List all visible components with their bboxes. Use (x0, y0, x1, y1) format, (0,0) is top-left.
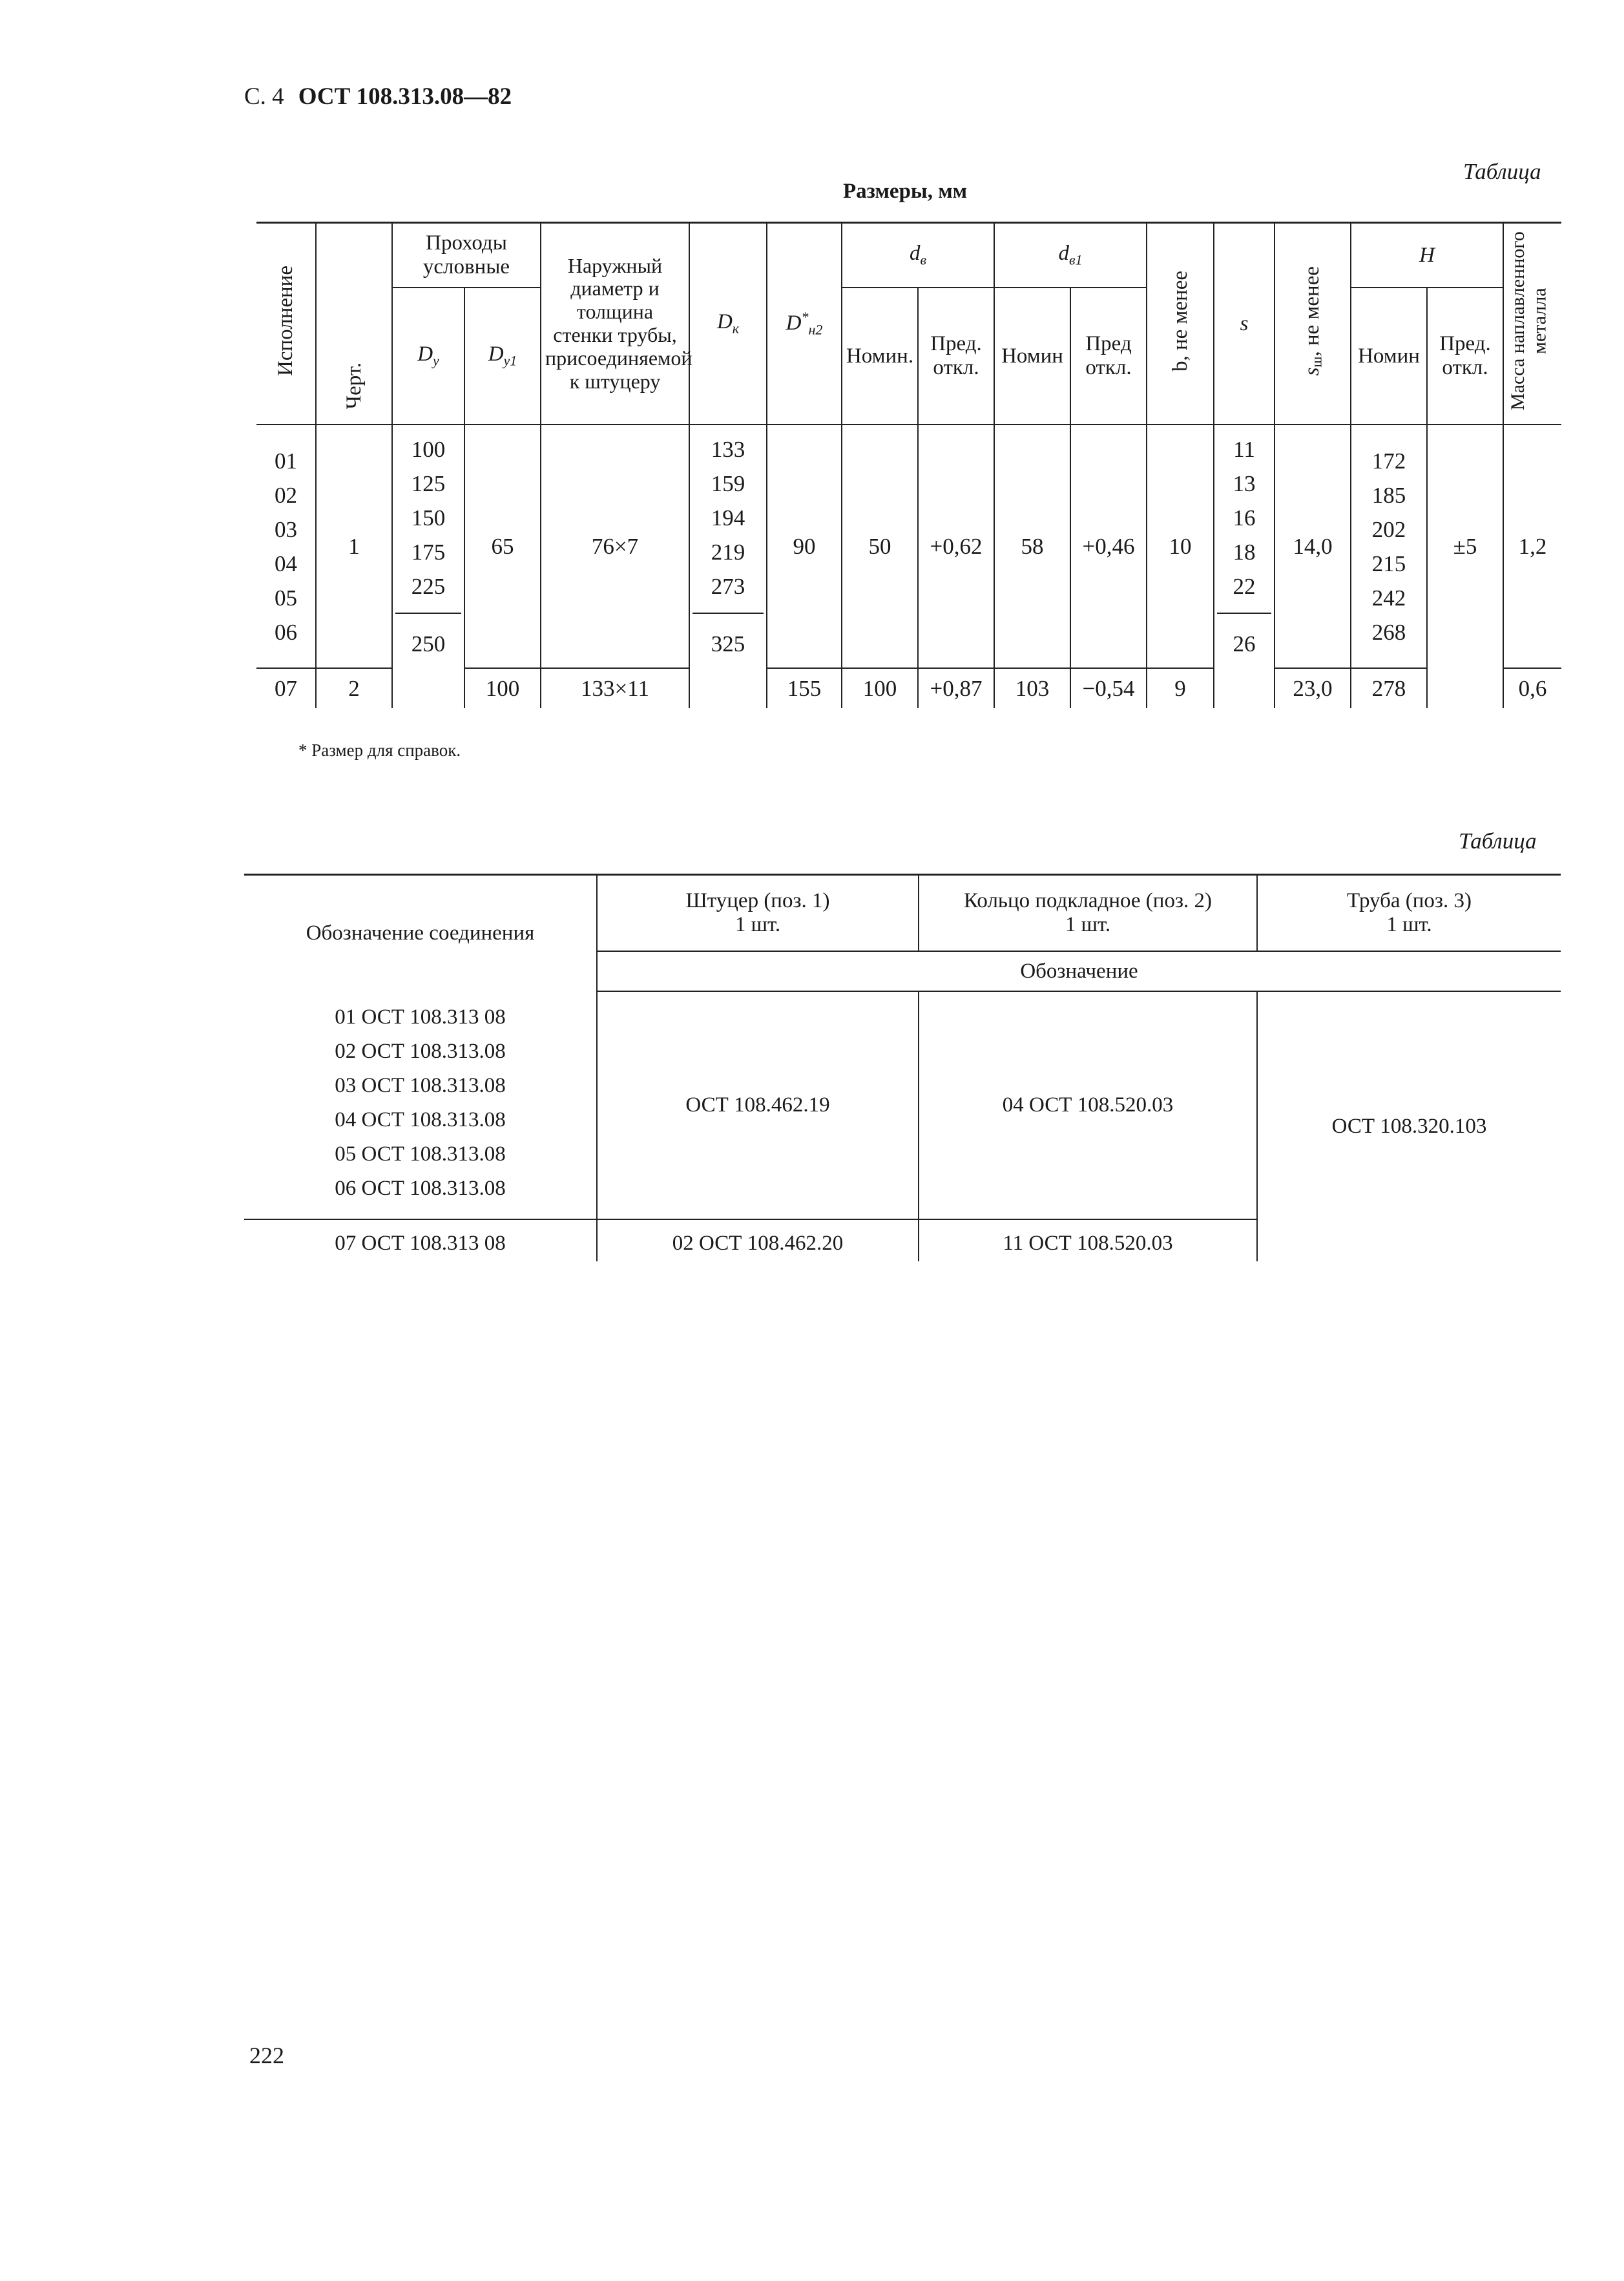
col-dv-nomin: Номин. (842, 288, 918, 425)
dk-cell (689, 668, 767, 708)
table-row (244, 991, 1561, 1219)
dv-pred-cell: +0,87 (918, 668, 994, 708)
h-pred-cell: ±5 (1427, 425, 1503, 668)
table-row (256, 425, 1561, 668)
s-cell (1214, 668, 1275, 708)
dy-cell (392, 668, 464, 708)
col-chert: Черт. (316, 223, 392, 425)
massa-cell: 1,2 (1503, 425, 1561, 668)
col-h-pred: Пред. откл. (1427, 288, 1503, 425)
col-prohody: Проходы условные (392, 223, 541, 288)
col-oboznachenie: Обозначение (597, 951, 1561, 991)
dimensions-label: Размеры, мм (843, 180, 968, 203)
dv1-pred-cell: −0,54 (1070, 668, 1147, 708)
s-sh-cell: 14,0 (1275, 425, 1351, 668)
col-s-sh: $s_ш$, не менее (1275, 223, 1351, 425)
col-shtucer: Штуцер (поз. 1) 1 шт. (597, 875, 919, 952)
kolco-cell: 11 ОСТ 108.520.03 (919, 1219, 1257, 1261)
dimensions-table (256, 222, 1561, 708)
table1-caption: Таблица (1463, 159, 1541, 184)
dk-cell: 133 159 194 219 273 325 (689, 425, 767, 668)
dv1-nom-cell: 103 (994, 668, 1070, 708)
connection-cell: 01 ОСТ 108.313 08 02 ОСТ 108.313.08 03 ОСТ 108.313.08 04 ОСТ 108.313.08 05 ОСТ 108.313.08 06 ОСТ 108.313.08 (335, 1005, 506, 1200)
h-cell: 172 185 202 215 242 268 (1351, 425, 1427, 668)
col-dv1-nomin: Номин (994, 288, 1070, 425)
dv1-nom-cell: 58 (994, 425, 1070, 668)
dy1-cell: 65 (464, 425, 541, 668)
col-dk: $D_к$ (689, 223, 767, 425)
s-cell: 11 13 16 18 22 26 (1214, 425, 1275, 668)
b-cell: 9 (1147, 668, 1214, 708)
kolco-cell: 04 ОСТ 108.520.03 (919, 991, 1257, 1219)
col-naruzhny: Наружный диаметр и толщина стенки трубы, присоединяемой к штуцеру (541, 223, 689, 425)
massa-cell: 0,6 (1503, 668, 1561, 708)
col-ispolnenie: Исполнение (256, 223, 316, 425)
dv1-pred-cell: +0,46 (1070, 425, 1147, 668)
standard-number: ОСТ 108.313.08—82 (298, 83, 512, 110)
naruzh-cell: 76×7 (541, 425, 689, 668)
col-dy1: $D_{y1}$ (464, 288, 541, 425)
h-pred-cell (1427, 668, 1503, 708)
col-dv1-pred: Пред откл. (1070, 288, 1147, 425)
col-dn2: $D^*_{н2}$ (767, 223, 842, 425)
chert-cell: 1 (316, 425, 392, 668)
col-h-nomin: Номин (1351, 288, 1427, 425)
col-s: s (1214, 223, 1275, 425)
truba-cell: ОСТ 108.320.103 (1257, 991, 1561, 1261)
dv-pred-cell: +0,62 (918, 425, 994, 668)
page-header (244, 83, 512, 110)
col-massa: Масса наплавленного металла (1503, 223, 1561, 425)
dy1-cell: 100 (464, 668, 541, 708)
shtucer-cell: 02 ОСТ 108.462.20 (597, 1219, 919, 1261)
h-cell: 278 (1351, 668, 1427, 708)
s-sh-cell: 23,0 (1275, 668, 1351, 708)
dv-nom-cell: 50 (842, 425, 918, 668)
dn2-cell: 90 (767, 425, 842, 668)
col-kolco: Кольцо подкладное (поз. 2) 1 шт. (919, 875, 1257, 952)
col-b: b, не менее (1147, 223, 1214, 425)
table-row (256, 668, 1561, 708)
page-number: 222 (249, 2043, 284, 2068)
connection-cell: 07 ОСТ 108.313 08 (244, 1219, 597, 1261)
col-connection: Обозначение соединения (244, 875, 597, 992)
isp-cell: 07 (256, 668, 316, 708)
col-truba: Труба (поз. 3) 1 шт. (1257, 875, 1561, 952)
page-prefix: С. 4 (244, 83, 284, 110)
shtucer-cell: ОСТ 108.462.19 (597, 991, 919, 1219)
connection-table (244, 874, 1561, 1261)
b-cell: 10 (1147, 425, 1214, 668)
dn2-cell: 155 (767, 668, 842, 708)
col-dv1: $d_{в1}$ (994, 223, 1147, 288)
col-dv: $d_в$ (842, 223, 994, 288)
col-h: H (1351, 223, 1503, 288)
chert-cell: 2 (316, 668, 392, 708)
naruzh-cell: 133×11 (541, 668, 689, 708)
footnote: * Размер для справок. (298, 741, 461, 760)
col-dy: $D_y$ (392, 288, 464, 425)
dv-nom-cell: 100 (842, 668, 918, 708)
table2-caption: Таблица (1459, 828, 1537, 854)
col-dv-pred: Пред. откл. (918, 288, 994, 425)
isp-cell: 01 02 03 04 05 06 (275, 448, 297, 645)
dy-cell: 100 125 150 175 225 250 (392, 425, 464, 668)
